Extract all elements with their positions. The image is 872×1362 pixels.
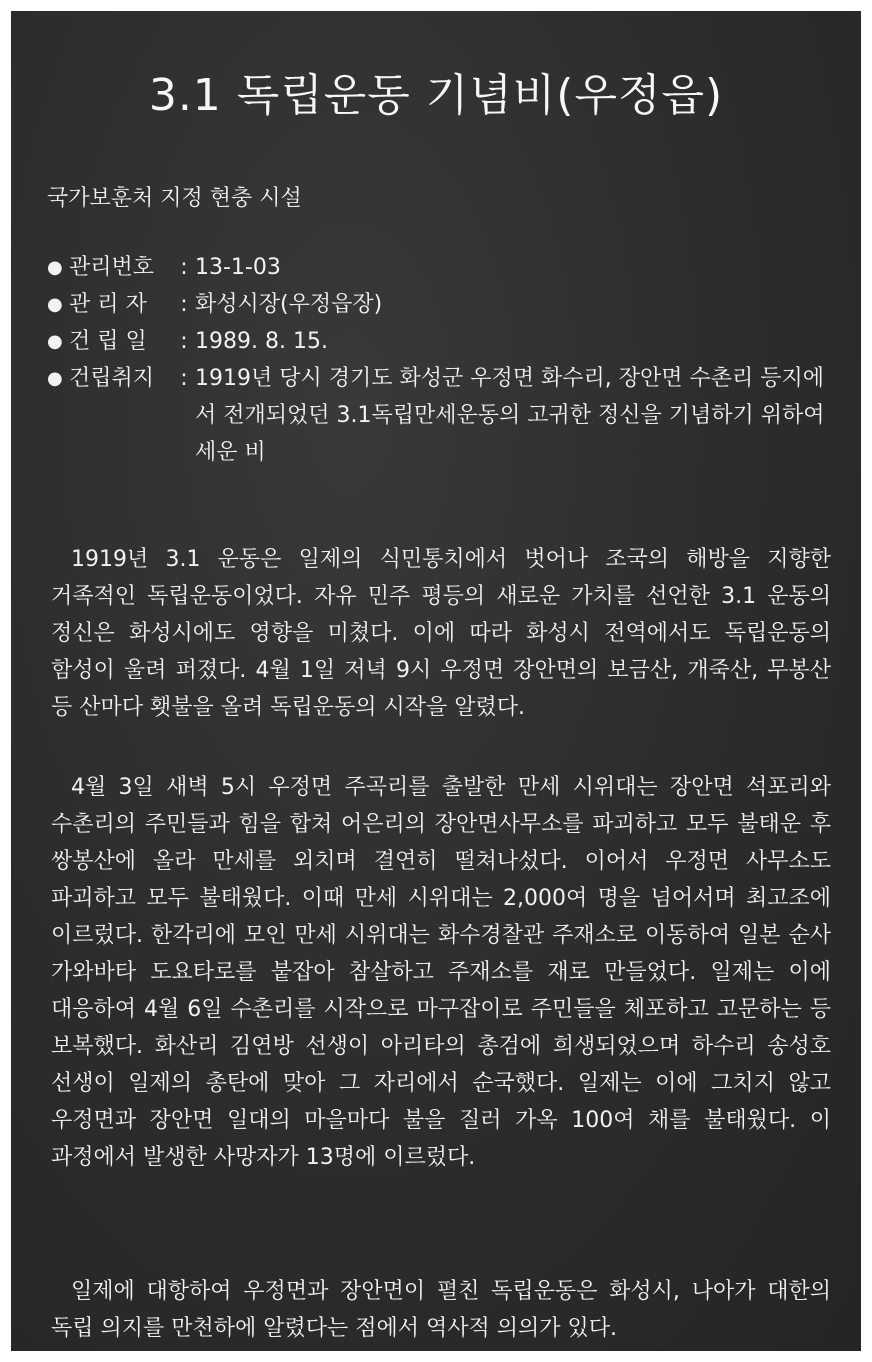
bullet-icon: ● <box>47 257 63 278</box>
history-paragraph-1: 1919년 3.1 운동은 일제의 식민통치에서 벗어나 조국의 해방을 지향한 거족적인 독립운동이었다. 자유 민주 평등의 새로운 가치를 선언한 3.1 운동의 정신은 화성시에도 영향을 미쳤다. 이에 따라 화성시 전역에서도 독립운동의 함성이 울려 퍼졌다. 4월 1일 저녁 9시 우정면 장안면의 보금산, 개죽산, 무봉산 등 산마다 횃불을 올려 독립운동의 시작을 알렸다. <box>51 547 831 720</box>
info-colon: : <box>180 329 188 354</box>
info-row-purpose <box>47 360 841 471</box>
info-value: 1919년 당시 경기도 화성군 우정면 화수리, 장안면 수촌리 등지에서 전개되었던 3.1독립만세운동의 고귀한 정신을 기념하기 위하여 세운 비 <box>195 366 825 465</box>
history-paragraph-2: 4월 3일 새벽 5시 우정면 주곡리를 출발한 만세 시위대는 장안면 석포리와 수촌리의 주민들과 힘을 합쳐 어은리의 장안면사무소를 파괴하고 모두 불태운 후 쌍봉산에 올라 만세를 외치며 결연히 떨쳐나섰다. 이어서 우정면 사무소도 파괴하고 모두 불태웠다. 이때 만세 시위대는 2,000여 명을 넘어서며 최고조에 이르렀다. 한각리에 모인 만세 시위대는 화수경찰관 주재소로 이동하여 일본 순사 가와바타 도요타로를 붙잡아 참살하고 주재소를 재로 만들었다. 일제는 이에 대응하여 4월 6일 수촌리를 시작으로 마구잡이로 주민들을 체포하고 고문하는 등 보복했다. 화산리 김연방 선생이 아리타의 총검에 희생되었으며 하수리 송성호 선생이 일제의 총탄에 맞아 그 자리에서 순국했다. 일제는 이에 그치지 않고 우정면과 장안면 일대의 마을마다 불을 질러 가옥 100여 채를 불태웠다. 이 과정에서 발생한 사망자가 13명에 이르렀다. <box>51 775 831 1170</box>
info-colon: : <box>180 292 188 317</box>
info-colon: : <box>180 366 188 391</box>
memorial-plaque <box>11 11 861 1351</box>
info-row-erected-date <box>47 323 841 360</box>
history-paragraph-3: 일제에 대항하여 우정면과 장안면이 펼친 독립운동은 화성시, 나아가 대한의 독립 의지를 만천하에 알렸다는 점에서 역사적 의의가 있다. <box>51 1279 831 1341</box>
info-value: 13-1-03 <box>195 255 281 280</box>
info-key: 관 리 자 <box>69 292 147 317</box>
info-row-management-number <box>47 249 841 286</box>
bullet-icon: ● <box>47 331 63 352</box>
info-key: 관리번호 <box>69 255 155 280</box>
bullet-icon: ● <box>47 368 63 389</box>
info-list <box>47 249 841 471</box>
info-key: 건 립 일 <box>69 329 147 354</box>
info-row-manager <box>47 286 841 323</box>
bullet-icon: ● <box>47 294 63 315</box>
info-value: 화성시장(우정읍장) <box>195 292 383 317</box>
info-colon: : <box>180 255 188 280</box>
info-key: 건립취지 <box>69 366 155 391</box>
info-value: 1989. 8. 15. <box>195 329 328 354</box>
plaque-title: 3.1 독립운동 기념비(우정읍) <box>148 70 724 121</box>
plaque-subtitle: 국가보훈처 지정 현충 시설 <box>47 186 302 211</box>
